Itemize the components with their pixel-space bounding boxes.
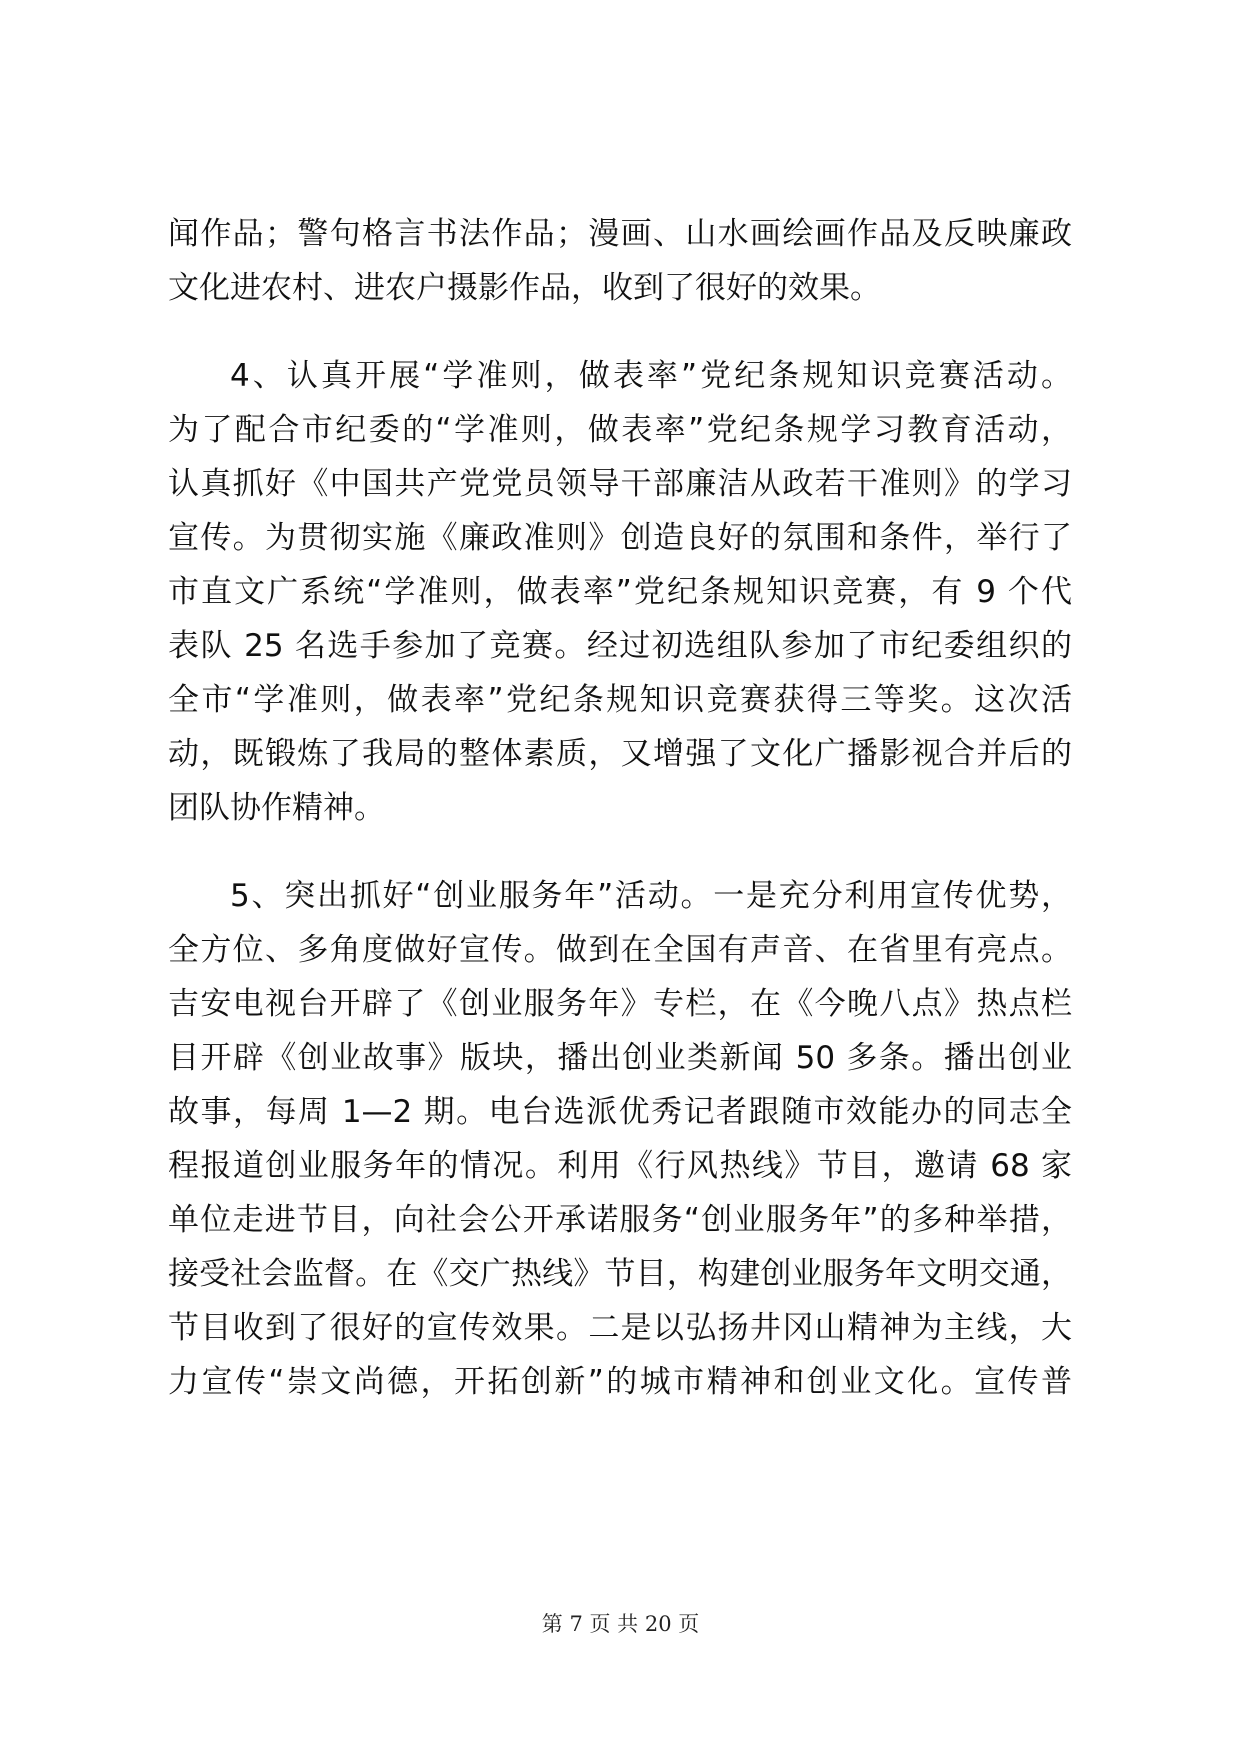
text-line: 目开辟《创业故事》版块，播出创业类新闻 50 多条。播出创业	[168, 1040, 1072, 1076]
page-number-footer: 第 7 页 共 20 页	[541, 1612, 700, 1636]
text-line: 团队协作精神。	[168, 790, 385, 826]
text-line: 全市“学准则，做表率”党纪条规知识竞赛获得三等奖。这次活	[168, 682, 1072, 718]
text-line: 动，既锻炼了我局的整体素质，又增强了文化广播影视合并后的	[168, 736, 1072, 772]
paragraph-4-start: 4、认真开展“学准则，做表率”党纪条规知识竞赛活动。	[230, 358, 1072, 394]
text-line: 单位走进节目，向社会公开承诺服务“创业服务年”的多种举措，	[168, 1202, 1072, 1238]
text-line: 力宣传“崇文尚德，开拓创新”的城市精神和创业文化。宣传普	[168, 1364, 1072, 1400]
text-line: 节目收到了很好的宣传效果。二是以弘扬井冈山精神为主线，大	[168, 1310, 1072, 1346]
text-line: 全方位、多角度做好宣传。做到在全国有声音、在省里有亮点。	[168, 932, 1072, 968]
text-line: 为了配合市纪委的“学准则，做表率”党纪条规学习教育活动，	[168, 412, 1072, 448]
text-line: 认真抓好《中国共产党党员领导干部廉洁从政若干准则》的学习	[168, 466, 1072, 502]
text-line: 市直文广系统“学准则，做表率”党纪条规知识竞赛，有 9 个代	[168, 574, 1072, 610]
text-line: 表队 25 名选手参加了竞赛。经过初选组队参加了市纪委组织的	[168, 628, 1072, 664]
text-line: 吉安电视台开辟了《创业服务年》专栏，在《今晚八点》热点栏	[168, 986, 1072, 1022]
text-line: 接受社会监督。在《交广热线》节目，构建创业服务年文明交通，	[168, 1256, 1072, 1292]
text-line: 宣传。为贯彻实施《廉政准则》创造良好的氛围和条件，举行了	[168, 520, 1072, 556]
text-line: 文化进农村、进农户摄影作品，收到了很好的效果。	[168, 270, 881, 306]
text-line: 程报道创业服务年的情况。利用《行风热线》节目，邀请 68 家	[168, 1148, 1072, 1184]
text-line: 闻作品；警句格言书法作品；漫画、山水画绘画作品及反映廉政	[168, 216, 1072, 252]
text-line: 故事，每周 1—2 期。电台选派优秀记者跟随市效能办的同志全	[168, 1094, 1072, 1130]
paragraph-5-start: 5、突出抓好“创业服务年”活动。一是充分利用宣传优势，	[230, 878, 1072, 914]
